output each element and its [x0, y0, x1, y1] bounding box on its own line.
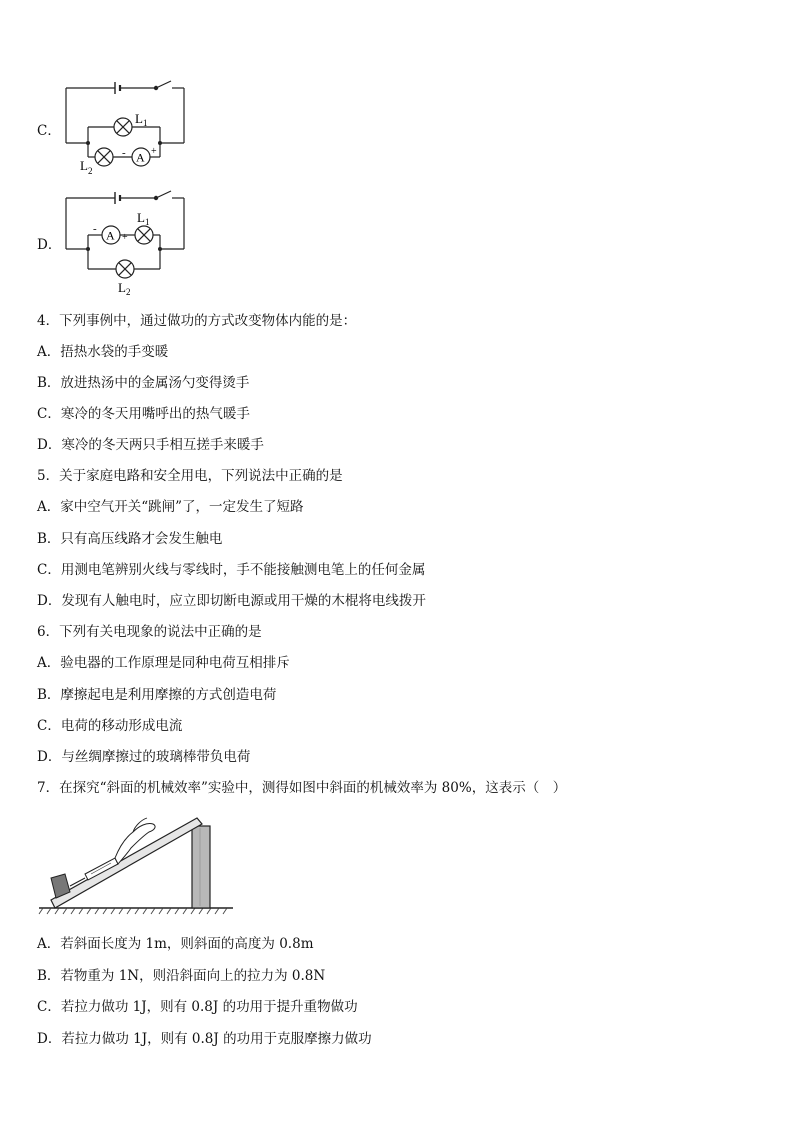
question-7-stem: 7．在探究“斜面的机械效率”实验中，测得如图中斜面的机械效率为 80%，这表示（ ）: [37, 780, 567, 796]
question-5-option-c: C．用测电笔辨别火线与零线时，手不能接触测电笔上的任何金属: [37, 562, 426, 578]
ammeter-minus: -: [93, 223, 97, 235]
inclined-plane-diagram: [37, 808, 237, 923]
question-7-option-c: C．若拉力做功 1J，则有 0.8J 的功用于提升重物做功: [37, 999, 358, 1015]
lamp-l2-icon: [116, 260, 134, 278]
question-6-option-d: D．与丝绸摩擦过的玻璃棒带负电荷: [37, 749, 251, 765]
lamp-l1-icon: [135, 226, 153, 244]
ammeter-plus: +: [122, 232, 128, 243]
question-5-option-b: B．只有高压线路才会发生触电: [37, 531, 223, 547]
lamp-l2-label: L: [80, 158, 88, 173]
lamp-l1-subscript: 1: [145, 217, 150, 227]
lamp-l2-label: L: [118, 280, 126, 295]
question-4-option-d: D．寒冷的冬天两只手相互搓手来暖手: [37, 437, 264, 453]
ammeter-minus: -: [122, 147, 126, 159]
question-5-option-a: A．家中空气开关“跳闸”了，一定发生了短路: [37, 499, 304, 515]
question-4-option-b: B．放进热汤中的金属汤勺变得烫手: [37, 375, 250, 391]
question-4-option-a: A．捂热水袋的手变暖: [37, 344, 169, 360]
question-5-stem: 5．关于家庭电路和安全用电，下列说法中正确的是: [37, 468, 343, 484]
circuit-diagram-d: [60, 186, 195, 298]
lamp-l1-subscript: 1: [143, 118, 148, 128]
ammeter-plus: +: [151, 146, 157, 157]
support-block: [192, 826, 210, 908]
question-4-option-c: C．寒冷的冬天用嘴呼出的热气暖手: [37, 406, 250, 422]
question-5-option-d: D．发现有人触电时，应立即切断电源或用干燥的木棍将电线拨开: [37, 593, 426, 609]
question-7-option-a: A．若斜面长度为 1m，则斜面的高度为 0.8m: [37, 936, 314, 952]
circuit-diagram-c: [60, 80, 195, 180]
ammeter-label: A: [136, 150, 145, 165]
question-6-option-a: A．验电器的工作原理是同种电荷互相排斥: [37, 655, 290, 671]
question-6-stem: 6．下列有关电现象的说法中正确的是: [37, 624, 262, 640]
lamp-l2-subscript: 2: [88, 166, 93, 176]
lamp-l1-label: L: [135, 111, 143, 126]
lamp-l2-subscript: 2: [126, 287, 131, 297]
lamp-l1-label: L: [137, 210, 145, 225]
lamp-l2-icon: [95, 148, 113, 166]
question-4-stem: 4．下列事例中，通过做功的方式改变物体内能的是：: [37, 313, 357, 329]
question-7-option-b: B．若物重为 1N，则沿斜面向上的拉力为 0.8N: [37, 968, 326, 984]
inclined-board: [51, 818, 202, 908]
ammeter-label: A: [106, 228, 115, 243]
question-6-option-c: C．电荷的移动形成电流: [37, 718, 183, 734]
question-7-option-d: D．若拉力做功 1J，则有 0.8J 的功用于克服摩擦力做功: [37, 1031, 372, 1047]
option-d-label: D．: [37, 237, 62, 253]
option-c-label: C．: [37, 123, 61, 139]
lamp-l1-icon: [114, 118, 132, 136]
question-6-option-b: B．摩擦起电是利用摩擦的方式创造电荷: [37, 687, 277, 703]
